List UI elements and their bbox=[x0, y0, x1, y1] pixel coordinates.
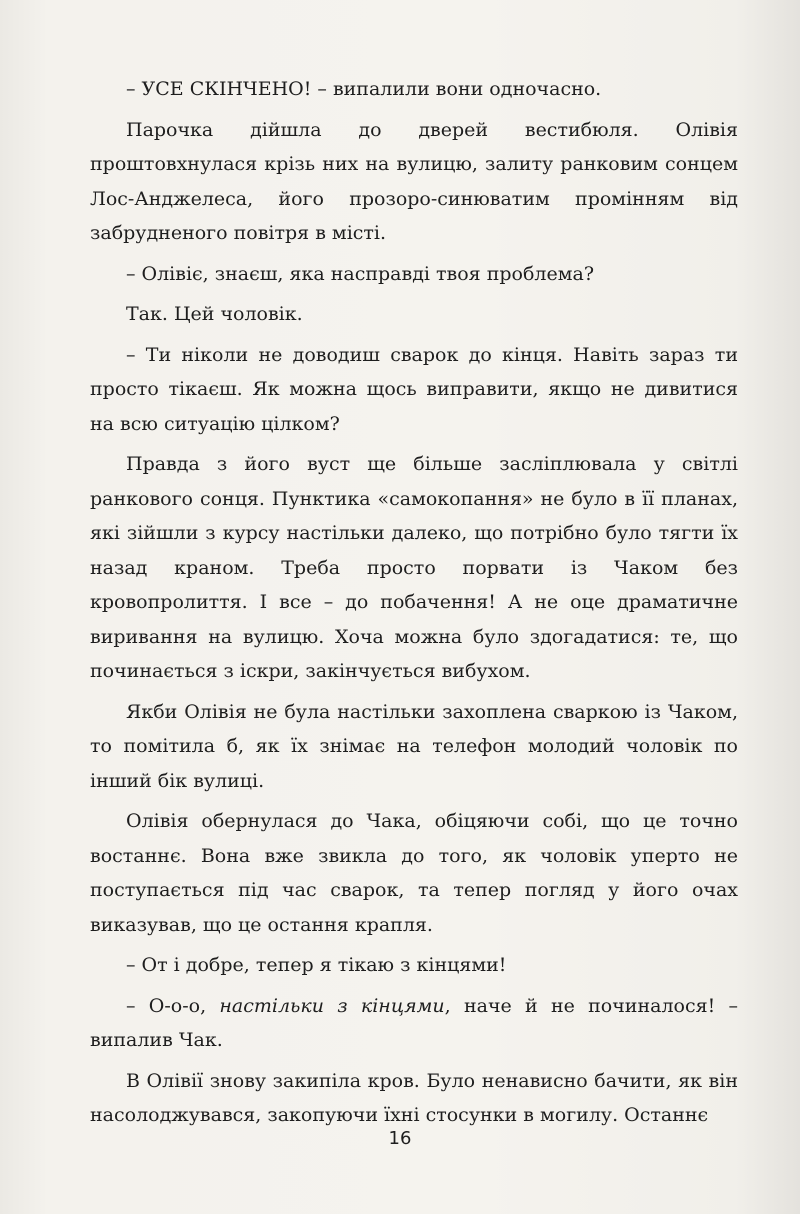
paragraph-1: – УСЕ СКІНЧЕНО! – випалили вони одночасно. bbox=[126, 78, 602, 100]
paragraph-11: В Олівії знову закипіла кров. Було ненависно бачити, як він насолоджувався, закопуючи їхні стосунки в могилу. Останнє bbox=[90, 1069, 738, 1126]
paragraph-3: – Олівіє, знаєш, яка насправді твоя проблема? bbox=[126, 262, 595, 285]
paragraph-7: Якби Олівія не була настільки захоплена сваркою із Чаком, то помітила б, як їх знімає на телефон молодий чоловік по інший бік вулиці. bbox=[90, 700, 738, 792]
page-number: 16 bbox=[388, 1128, 412, 1149]
paragraph-10 bbox=[90, 989, 738, 1058]
paragraph-9: – От і добре, тепер я тікаю з кінцями! bbox=[126, 954, 507, 976]
paragraph-8: Олівія обернулася до Чака, обіцяючи собі, що це точно востаннє. Вона вже звикла до того, як чоловік уперто не поступається під час сварок, та тепер погляд у його очах виказував, що це остання крапля. bbox=[90, 810, 738, 936]
paragraph-4: Так. Цей чоловік. bbox=[126, 303, 303, 325]
dialogue-start: – О-о-о, bbox=[126, 994, 220, 1017]
dialogue-emphasis: настільки з кінцями bbox=[219, 994, 445, 1017]
paragraph-5: – Ти ніколи не доводиш сварок до кінця. Навіть зараз ти просто тікаєш. Як можна щось виправити, якщо не дивитися на всю ситуацію цілком? bbox=[90, 343, 738, 435]
paragraph-2: Парочка дійшла до дверей вестибюля. Олівія проштовхнулася крізь них на вулицю, залиту ранковим сонцем Лос-Анджелеса, його прозоро-синюватим промінням від забрудненого повітря в місті. bbox=[90, 118, 738, 244]
paragraph-6: Правда з його вуст ще більше засліплювала у світлі ранкового сонця. Пунктика «самокопання» не було в її планах, які зійшли з курсу настільки далеко, що потрібно було тягти їх назад краном. Треба просто порвати із Чаком без кровопролиття. І все – до побачення! А не оце драматичне виривання на вулицю. Хоча можна було здогадатися: те, що починається з іскри, закінчується вибухом. bbox=[90, 453, 738, 682]
body-text bbox=[90, 72, 738, 1133]
dialogue-end: , наче й не починалося! – випалив Чак. bbox=[90, 994, 738, 1051]
